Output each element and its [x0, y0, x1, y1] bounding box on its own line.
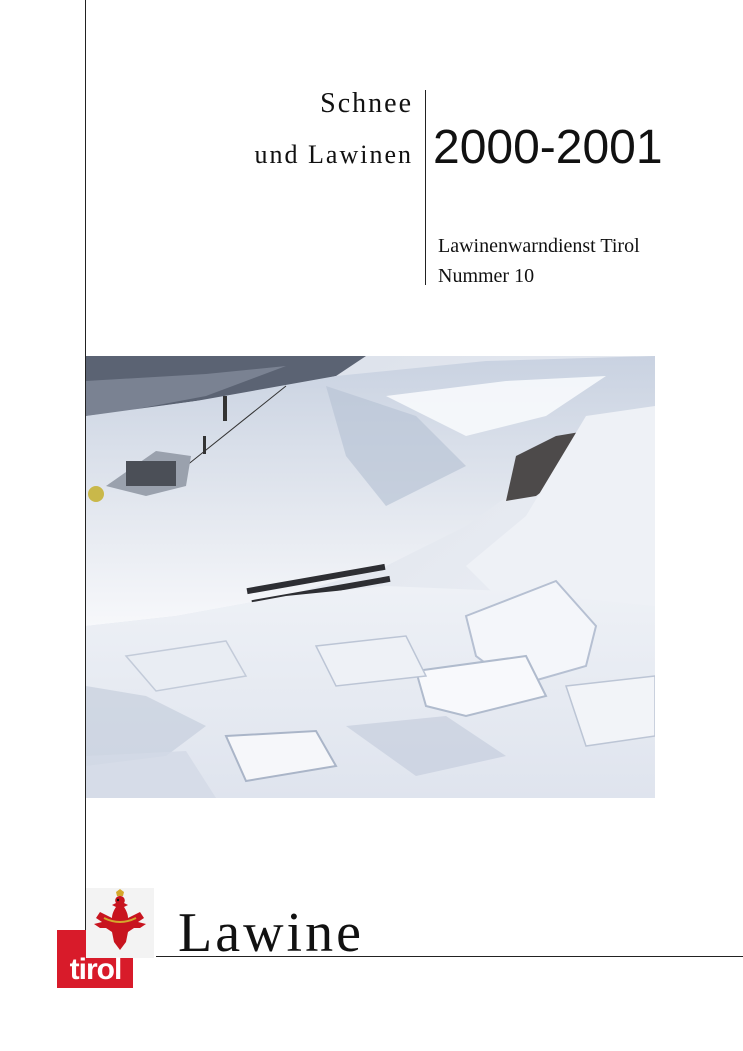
title-line-2: und Lawinen — [254, 140, 413, 169]
title-line-1: Schnee — [320, 88, 413, 119]
issue-number: Nummer 10 — [438, 265, 535, 287]
title-divider — [425, 90, 426, 285]
year-range: 2000-2001 — [433, 121, 663, 174]
publisher-name: Lawinenwarndienst Tirol — [438, 235, 640, 257]
tirol-logo-text: tirol — [69, 953, 122, 986]
cover-photo — [86, 356, 655, 798]
tirol-eagle-icon — [86, 888, 154, 958]
series-title: Lawine — [178, 902, 364, 964]
